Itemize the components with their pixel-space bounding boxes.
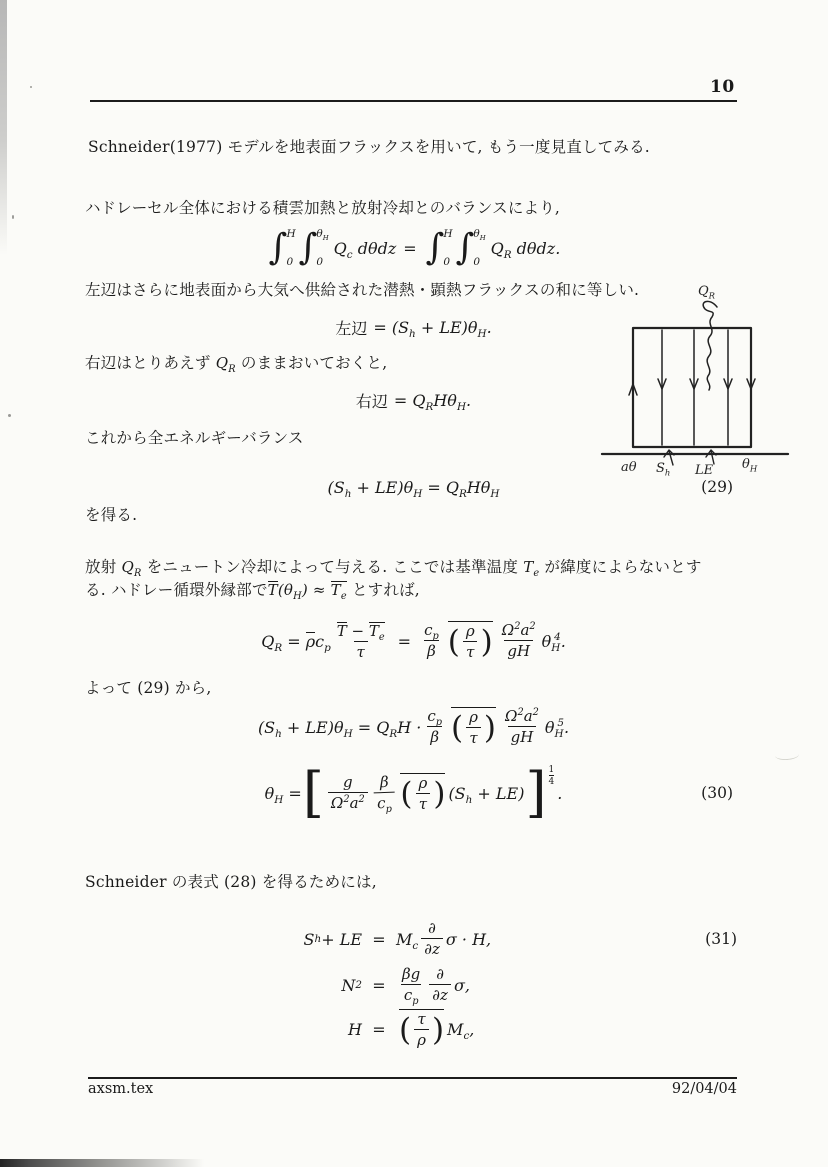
figure-label-latent-heat: LE (695, 463, 714, 478)
hand-drawn-hadley-cell-figure (595, 283, 805, 501)
math-run: $M_c$, (447, 1019, 475, 1042)
integral-lower-limit: 0 (473, 256, 481, 268)
numerator: $T - T_e$ (336, 622, 385, 644)
denominator: ∂z (429, 984, 451, 1004)
math-run: $\theta_H^5$. (544, 717, 570, 740)
fraction (414, 1011, 429, 1049)
figure-label-theta-h: $\theta_H$ (742, 457, 758, 474)
cell-box (633, 328, 751, 447)
paragraph-intro: Schneider(1977) モデルを地表面フラックスを用いて, もう一度見直してみる. (88, 138, 650, 156)
figure-label-qr: $Q_R$ (698, 284, 716, 301)
radiation-squiggle (703, 301, 717, 390)
equation-30 (90, 760, 737, 824)
integral-lower-limit: 0 (443, 256, 451, 268)
math-run: $M_c$ (396, 929, 419, 952)
math-run: σ, (453, 975, 470, 995)
inline-math: $T(\theta_H) \approx T_e$ (267, 581, 347, 602)
denominator: ∂z (421, 938, 443, 958)
fraction (421, 622, 442, 660)
numerator: $c_p$ (424, 621, 439, 643)
header-rule (90, 100, 737, 102)
overlined-group (400, 773, 445, 813)
open-paren: ( (450, 709, 464, 746)
integral-sign: ∫ (268, 226, 288, 268)
numerator: 1 (548, 765, 555, 775)
scan-speck (30, 86, 32, 88)
equation-31-row1 (90, 917, 737, 961)
denominator: gH (504, 640, 533, 660)
integral (299, 227, 329, 269)
numerator: τ (417, 1010, 426, 1029)
numerator: ρ (465, 622, 475, 641)
integral (269, 227, 296, 269)
close-paren: ) (483, 709, 497, 746)
scan-edge-artifact (0, 0, 7, 255)
open-paren: ( (447, 623, 460, 660)
lhs: N 2 (341, 975, 362, 995)
close-paren: ) (480, 623, 493, 660)
equals-sign: = (372, 975, 386, 995)
open-bracket: [ (302, 760, 324, 824)
math-run: σ · H, (445, 929, 492, 949)
text-run: 右辺はとりあえず (85, 354, 216, 372)
period: . (557, 783, 563, 803)
fraction (399, 965, 423, 1007)
integral-upper-limit: $\theta_H$ (316, 228, 329, 243)
paragraph-rhs-intro (85, 352, 387, 375)
fraction (416, 775, 431, 813)
integral-lower-limit: 0 (286, 256, 294, 268)
figure-label-sensible-heat: $S_h$ (656, 461, 671, 478)
close-paren: ) (433, 775, 446, 812)
math-run: $(S_h + LE)\theta_H = Q_RH$ · (257, 717, 422, 740)
numerator: ρ (469, 708, 478, 727)
scan-speck (12, 215, 14, 219)
handwritten-fraction (374, 773, 395, 815)
paragraph-therefore: よって (29) から, (85, 679, 212, 697)
overlined-group (451, 707, 496, 747)
text-run: 放射 (85, 558, 122, 576)
exponent-fraction (549, 765, 555, 787)
math-run: $Q_c$ dθdz (333, 238, 397, 261)
numerator: g (343, 773, 353, 792)
equation-balance-integrals (90, 224, 737, 272)
numerator: βg (402, 965, 421, 984)
fraction (463, 623, 478, 661)
text-run: をニュートン冷却によって与える. ここでは基準温度 (141, 558, 524, 576)
denominator: gH (508, 726, 537, 746)
fraction (334, 621, 388, 661)
denominator: 4 (548, 777, 555, 787)
streamlines (629, 330, 755, 445)
numerator: $\Omega^2a^2$ (501, 621, 536, 640)
equation-tag-30: (30) (701, 784, 733, 802)
fraction (429, 966, 451, 1004)
footer-filename: axsm.tex (88, 1081, 154, 1097)
integral-sign: ∫ (298, 226, 318, 268)
denominator: $c_p$ (401, 984, 422, 1004)
paragraph-hadley-balance: ハドレーセル全体における積雲加熱と放射冷却とのバランスにより, (85, 199, 561, 217)
integral-upper-limit: $\theta_H$ (473, 228, 486, 243)
equals-sign: = (372, 1019, 386, 1039)
equals-sign: = (397, 631, 412, 651)
equation-31-row2 (90, 962, 737, 1008)
denominator: $\Omega^2a^2$ (328, 792, 368, 812)
equation-31-row3 (90, 1004, 737, 1054)
scan-bottom-smudge (0, 1159, 240, 1167)
fraction (502, 708, 542, 746)
numerator: $\Omega^2a^2$ (505, 707, 539, 726)
fraction (421, 920, 443, 958)
math-run: $Q_R$ dθdz. (490, 238, 561, 261)
paragraph-schneider: Schneider の表式 (28) を得るためには, (85, 873, 377, 891)
figure-label-x-axis: aθ (621, 460, 637, 475)
page-number: 10 (710, 77, 735, 97)
equation-substituted (90, 698, 737, 756)
numerator: ∂ (428, 919, 436, 938)
scan-pencil-mark (775, 749, 800, 761)
paragraph-radiation-line2 (85, 579, 420, 602)
denominator: β (424, 640, 439, 660)
denominator: $c_p$ (373, 792, 394, 813)
text-run: とすれば, (346, 581, 420, 599)
paragraph-energy-balance: これから全エネルギーバランス (85, 429, 304, 447)
integral (456, 227, 486, 269)
cjk-label: 左辺 (335, 318, 368, 338)
equation-tag-29: (29) (701, 478, 733, 496)
denominator: τ (466, 727, 480, 747)
numerator: $c_p$ (427, 707, 442, 729)
footer-rule (88, 1077, 737, 1079)
scan-speck (8, 414, 11, 417)
denominator: τ (416, 793, 430, 813)
denominator: τ (354, 641, 368, 661)
fraction (424, 708, 445, 746)
fraction (328, 774, 368, 812)
equation-qr-newtonian (90, 612, 737, 670)
numerator: ∂ (436, 965, 444, 984)
math-run: = $(S_h + LE)\theta_H$. (373, 317, 492, 340)
text-run: る. ハドレー循環外縁部で (85, 581, 268, 599)
open-paren: ( (399, 1011, 412, 1048)
overlined-group (448, 621, 493, 661)
footer-date: 92/04/04 (671, 1081, 737, 1097)
close-bracket: ] (525, 760, 547, 824)
lhs: S h + LE (303, 929, 362, 949)
inline-math: $Q_R$ (121, 558, 142, 579)
math-run: $Q_R = \rho c_p$ (261, 632, 331, 655)
integral-sign: ∫ (425, 226, 445, 268)
math-run: $\theta_H$ = (264, 783, 302, 806)
math-run: $\theta_H^4$. (541, 631, 566, 654)
equation-tag-31: (31) (705, 930, 737, 948)
inline-math: $T_e$ (523, 558, 540, 579)
paragraph-obtain: を得る. (85, 506, 138, 524)
integral-upper-limit: H (286, 228, 296, 240)
paragraph-lhs-fluxes: 左辺はさらに地表面から大気へ供給された潜熱・顕熱フラックスの和に等しい. (85, 281, 640, 299)
inline-math: $Q_R$ (215, 354, 236, 375)
fraction (499, 622, 539, 660)
fraction (466, 709, 481, 747)
equals-sign: = (403, 238, 417, 258)
paragraph-radiation-line1 (85, 556, 702, 579)
integral-upper-limit: H (443, 228, 453, 240)
integral-sign: ∫ (455, 226, 475, 268)
integral (426, 227, 453, 269)
text-run: が緯度によらないとす (539, 558, 702, 576)
overlined-group (399, 1009, 444, 1049)
lhs: H (348, 1019, 362, 1039)
equals-sign: = (372, 929, 386, 949)
cjk-label: 右辺 (355, 391, 388, 411)
integral-lower-limit: 0 (316, 256, 324, 268)
open-paren: ( (400, 775, 413, 812)
math-run: = $Q_RH\theta_H$. (393, 390, 472, 413)
numerator: β (379, 773, 389, 792)
close-paren: ) (431, 1011, 445, 1048)
math-run: $(S_h + LE)\theta_H = Q_RH\theta_H$ (327, 477, 500, 500)
denominator: β (427, 726, 442, 746)
numerator: ρ (418, 774, 428, 793)
denominator: τ (463, 641, 477, 661)
text-run: のままおいておくと, (235, 354, 388, 372)
math-run: $(S_h + LE)$ (448, 783, 525, 806)
denominator: ρ (414, 1029, 429, 1049)
